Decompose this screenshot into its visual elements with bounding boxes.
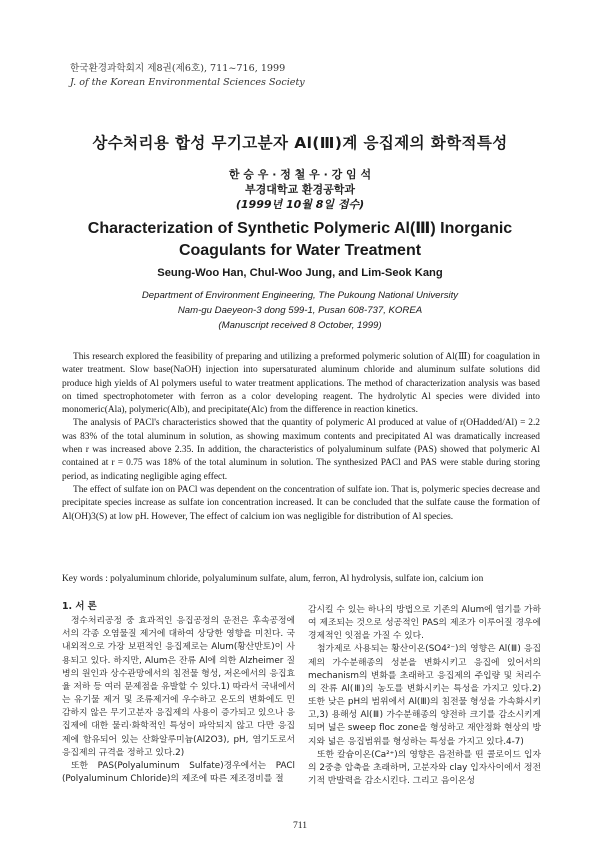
body-paragraph: 또한 칼슘이온(Ca²⁺)의 영향은 음전하를 띤 콜로이드 입자의 2중층 압축을 초래하며, 고분자와 clay 입자사이에서 정전기적 반발력을 감소시킨다. 그리고 음이온성 bbox=[308, 749, 541, 787]
received-date-ko: (1999년 10월 8일 접수) bbox=[235, 198, 365, 211]
affiliation-ko: 부경대학교 환경공학과 bbox=[244, 183, 356, 196]
affiliation-en-address: Nam-gu Daeyeon-3 dong 599-1, Pusan 608-737, KOREA bbox=[177, 305, 423, 316]
abstract-paragraph: The analysis of PACl's characteristics showed that the quantity of polymeric Al produced at value of r(OHadded/Al) = 2.2 was 83% of the total aluminum in solution, as showing maximum contents and precipitated Al was dramatically increased when r was increased above 2.35. In addition, the characteristics of polyaluminum sulfate (PAS) showed that polymeric Al contained at r = 0.75 was 18% of the total aluminum in solution. The synthesized PACl and PAS were stable during storing period, as indicating negligible aging effect. bbox=[62, 418, 540, 482]
abstract-paragraph: This research explored the feasibility of preparing and utilizing a preformed polymeric solution of Al(Ⅲ) for coagulation in water treatment. Slow base(NaOH) injection into supersaturated aluminum chloride and aluminum sulfate solutions did produce high yields of Al polymers useful to water treatment applications. The method of characterization analysis was based on timed spectrophotometer with ferron as a color developing reagent. The hydrolytic Al species were divided into monomeric(Ala), polymeric(Alb), and precipitate(Alc) from the difference in reaction kinetics. bbox=[62, 352, 540, 416]
authors-ko: 한 승 우 · 정 철 우 · 강 임 석 bbox=[228, 168, 372, 181]
body-column-right bbox=[308, 604, 541, 788]
section-heading-introduction: 1. 서 론 bbox=[62, 601, 97, 612]
received-date-en: (Manuscript received 8 October, 1999) bbox=[218, 320, 382, 331]
affiliation-en-dept: Department of Environment Engineering, The Pukoung National University bbox=[141, 290, 459, 301]
body-column-left bbox=[62, 600, 295, 786]
page-number: 711 bbox=[292, 820, 308, 831]
paper-title-en-line1: Characterization of Synthetic Polymeric Al(Ⅲ) Inorganic bbox=[87, 220, 513, 237]
journal-header bbox=[70, 62, 305, 90]
abstract bbox=[62, 351, 540, 524]
paper-title-en bbox=[40, 218, 560, 262]
abstract-paragraph: The effect of sulfate ion on PACl was dependent on the concentration of sulfate ion. That is, polymeric species decrease and precipitate species increase as sulfate ion concentration increased. It can be concluded that the sulfate cause the formation of Al(OH)3(S) at low pH. However, The effect of calcium ion was negligible for distribution of Al species. bbox=[62, 484, 540, 522]
journal-name-en: J. of the Korean Environmental Sciences Society bbox=[70, 77, 305, 88]
journal-citation-ko: 한국환경과학회지 제8권(제6호), 711~716, 1999 bbox=[70, 63, 286, 74]
body-paragraph: 또한 PAS(Polyaluminum Sulfate)경우에서는 PACl (Polyaluminum Chloride)의 제조에 따른 제조경비를 절 bbox=[62, 760, 295, 785]
body-paragraph: 정수처리공정 중 효과적인 응집공정의 운전은 후속공정에서의 각종 오염물질 제거에 대하여 상당한 영향을 미친다. 국내외적으로 가장 보편적인 응집제로는 Alum(황산반토)이 사용되고 있다. 하지만, Alum은 잔류 Al에 의한 Alzheimer 질병의 원인과 상수관망에서의 침전물 형성, 저온에서의 응집효율 저하 등 여러 문제점을 유발할 수 있다.1) 따라서 국내에서는 유기물 제거 및 조류제거에 우수하고 온도의 변화에도 민감하지 않은 무기고분자 응집제의 사용이 증가되고 있으나 응집제에 대한 물리·화학적인 특성이 파악되지 않고 다만 응집제에 함유되어 있는 산화알루미늄(Al2O3), pH, 염기도로서 응집제의 규격을 정하고 있다.2) bbox=[62, 616, 295, 758]
authors-block-ko bbox=[0, 167, 600, 212]
authors-en: Seung-Woo Han, Chul-Woo Jung, and Lim-Seok Kang bbox=[157, 267, 443, 279]
body-paragraph: 감시킬 수 있는 하나의 방법으로 기존의 Alum에 염기를 가하여 제조되는 것으로 성공적인 PAS의 제조가 이루어질 경우에 경제적인 잇점을 가질 수 있다. bbox=[308, 605, 541, 642]
body-paragraph: 첨가제로 사용되는 황산이온(SO4²⁻)의 영향은 Al(Ⅲ) 응집제의 가수분해종의 성분을 변화시키고 응집에 있어서의 mechanism의 변화를 초래하고 응집제의 주입량 및 처리수의 잔류 Al(Ⅲ)의 농도를 변화시키는 특성을 가지고 있다.2) 또한 낮은 pH의 범위에서 Al(Ⅲ)의 침전물 형성을 가속화시키고,3) 용해성 Al(Ⅲ) 가수분해종의 양전하 크기를 감소시키게 되며 넓은 sweep floc zone을 형성하고 재안정화 현상의 방지와 넓은 응집범위를 형성하는 특성을 가지고 있다.4-7) bbox=[308, 644, 541, 747]
affiliation-block-en bbox=[0, 288, 600, 333]
keywords: Key words : polyaluminum chloride, polyaluminum sulfate, alum, ferron, Al hydrolysis, sulfate ion, calcium ion bbox=[62, 574, 484, 584]
paper-title-ko: 상수처리용 합성 무기고분자 Al(Ⅲ)계 응집제의 화학적특성 bbox=[92, 134, 508, 152]
paper-title-en-line2: Coagulants for Water Treatment bbox=[178, 242, 422, 259]
